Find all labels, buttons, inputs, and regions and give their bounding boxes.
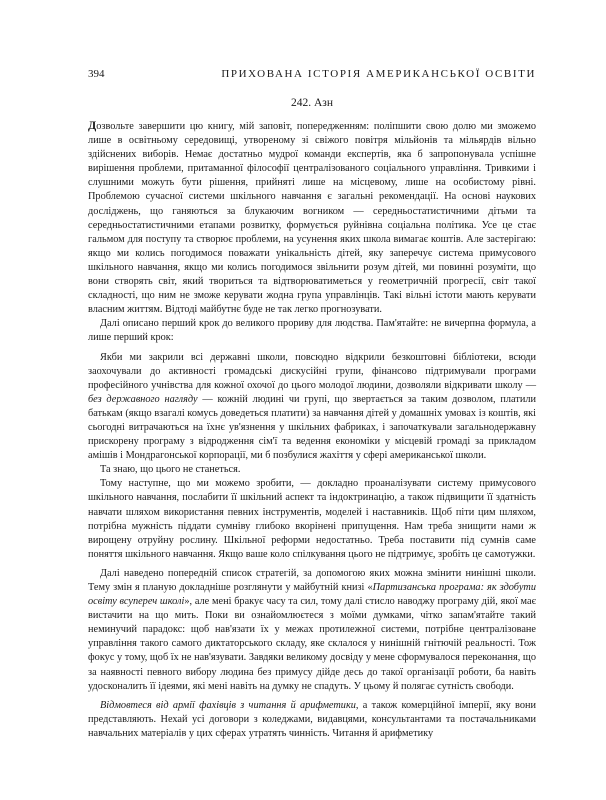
- paragraph-6-text-c: », але мені бракує часу та сил, тому далі стисло наводжу програму дій, якої має вистачити на що мить. Поки ви ознайомлюєтеся з моїми думками, чітко запам'ятайте такий неминучий парадокс: щоб нав'язати їх у межах протилежної системи, потрібне централізоване управління такого самого диктаторського складу, яке склалося у нинішній гнітючій реальності. Тож фокус у тому, щоб їх не нав'язувати. Завдяки великому досвіду у мене сформувалося переконання, що за наявності певного вибору людина без примусу дійде десь до такої організації роботи, ба навіть удосконалить її ідеями, які мені навіть на думку не спадуть. У цьому й полягає сутність свободи.: [88, 596, 536, 692]
- paragraph-4: Та знаю, що цього не станеться.: [100, 464, 241, 476]
- paragraph-2: Далі описано перший крок до великого прориву для людства. Пам'ятайте: не вичерпна формула, а лише перший крок:: [88, 318, 536, 344]
- section-heading: 242. Азн: [290, 97, 333, 109]
- running-header: [88, 66, 536, 82]
- page-number: 394: [88, 68, 105, 80]
- paragraph-1: [88, 118, 536, 317]
- paragraph-1-text: озвольте завершити цю книгу, мій заповіт, попередженням: поліпшити свою долю ми зможемо лише в освітньому середовищі, утвореному зі свіжого повітря мільйонів та мільярдів вільно здійснених виборів. Немає достатньо мудрої команди експертів, яка б запропонувала успішне вирішення проблеми, притаманної філософії централізованого соціального управління. Тривкими і слушними можуть бути рішення, прийняті лише на місцевому, лише на особистому рівні. Проблемою сучасної системи шкільного навчання є загальні рекомендації. На основі наукових досліджень, що ганяються за блукаючим вогником — середньостатистичними дітьми та середньостатистичними етапами розвитку, формується руйнівна соціальна політика. Усе це стає гальмом для поступу та створює проблеми, на усунення яких школа вимагає коштів. Але застерігаю: якщо ми колись погодимося поважати унікальність дітей, яку заперечує система примусового шкільного навчання, якщо ми колись погодимося звільнити розум дітей, ми повинні розуміти, що вони створять світ, який твориться та відтворюватиметься у геометричній прогресії, світ такої складності, що ним не зможе керувати жодна група управлінців. Такі вільні істоти мають керувати власним життям. Відтоді майбутнє буде не так легко прогнозувати.: [88, 121, 536, 316]
- paragraph-5: Тому наступне, що ми можемо зробити, — докладно проаналізувати систему примусового шкільного навчання, послабити її шкільний аспект та індоктринацію, а також підвищити її здатність навчати шляхом використання певних інструментів, моделей і наставників. Щоб піти цим шляхом, потрібна мужність піддати сумніву глибоко вкорінені припущення. Нам треба знищити нами ж вирощену отруйну рослину. Шкільної реформи недостатньо. Треба поставити під сумнів саме поняття шкільного навчання. Якщо ваше коло спілкування цього не підтримує, зробіть це самотужки.: [88, 478, 536, 560]
- paragraph-3-text-c: — кожній людині чи групі, що звертається за таким дозволом, платили батькам (якщо взагалі комусь доведеться платити) за навчання дітей у домашніх умовах із коштів, які сьогодні витрачаються на їхнє ув'язнення у шкільних фабриках, і започаткували загальнодержавну прискорену програму з відродження сім'ї та ведення економіки у місцевій громаді за прикладом амішів і Мондрагонської корпорації, ми б позбулися жахіття у сфері американської школи.: [88, 393, 536, 462]
- book-title-emphasis: Партизанська програма: як здобути освіту всупереч школі: [88, 582, 536, 608]
- body-text: [88, 118, 536, 741]
- drop-cap: Д: [88, 118, 97, 132]
- paragraph-7-emphasis: Відмовтеся від армії фахівців з читання й арифметики: [100, 699, 356, 711]
- running-title: ПРИХОВАНА ІСТОРІЯ АМЕРИКАНСЬКОЇ ОСВІТИ: [221, 68, 536, 80]
- paragraph-3-emphasis: без державного нагляду: [88, 393, 198, 405]
- paragraph-3: [88, 351, 536, 464]
- paragraph-6: [88, 567, 536, 694]
- paragraph-7-text: , а також комерційної імперії, яку вони представляють. Нехай усі договори з коледжами, видавцями, консультантами та постачальниками навчальних матеріалів у цих сферах утратять чинність. Читання й арифметику: [88, 699, 536, 739]
- paragraph-3-text-a: Якби ми закрили всі державні школи, повсюдно відкрили безкоштовні бібліотеки, всюди заохочували до активності громадські дискусійні групи, фінансово підтримували програми професійного учнівства для кожної охочої до цього молодої людини, дозволяли відкривати школу —: [88, 351, 536, 391]
- paragraph-7: [88, 699, 536, 741]
- paragraph-6-text-a: Далі наведено попередній список стратегій, за допомогою яких можна змінити нинішні школи. Тему змін я планую докладніше розглянути у майбутній книзі «: [88, 567, 536, 593]
